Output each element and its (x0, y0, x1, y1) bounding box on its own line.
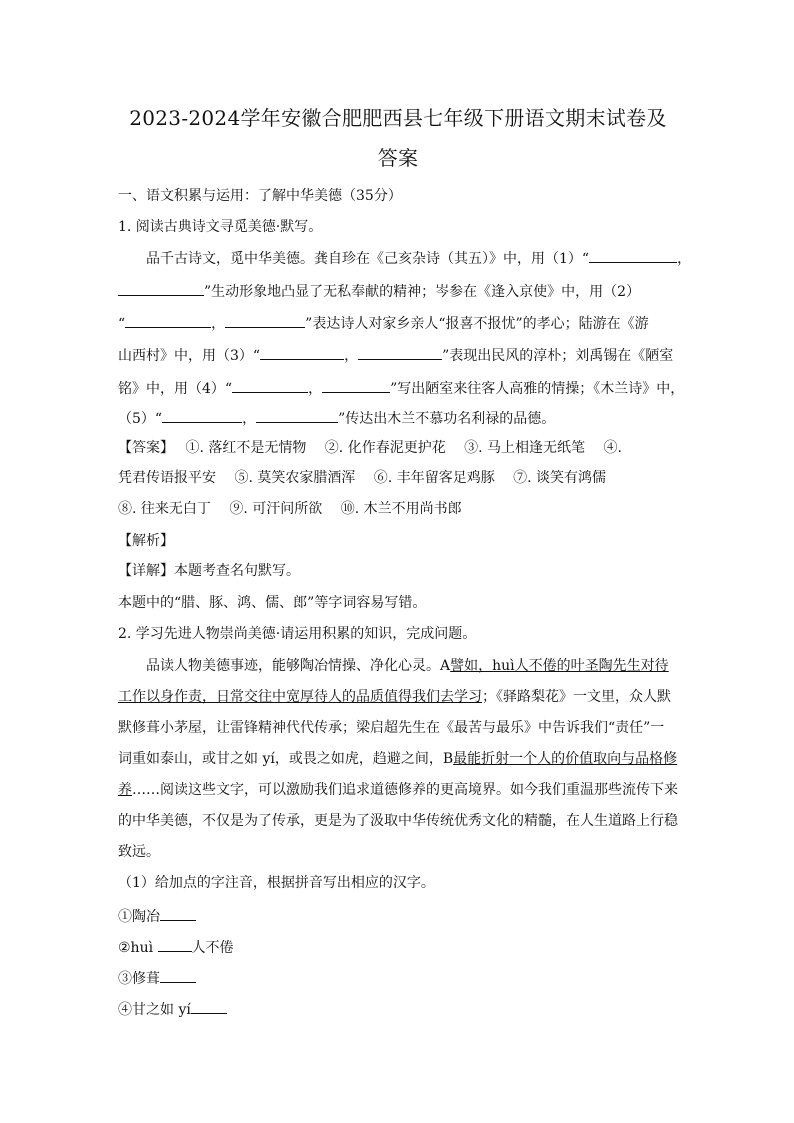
text-span: ”生动形象地凸显了无私奉献的精神；岑参在《逢入京使》中，用（2） (204, 284, 641, 300)
q1-paragraph-line3 (118, 312, 649, 334)
q2-item1 (118, 905, 196, 927)
text-span: ”传达出木兰不慕功名利禄的品德。 (338, 411, 556, 427)
underlined-sentence-a-cont: 工作以身作责，日常交往中宽厚待人的品质值得我们去学习 (118, 689, 482, 705)
text-span: ”表现出民风的淳朴；刘禹锡在《陋室 (442, 348, 674, 364)
fill-blank-4[interactable] (225, 312, 305, 328)
fill-blank-3[interactable] (125, 312, 211, 328)
text-span: “ (118, 316, 126, 332)
q2-paragraph-line2 (118, 687, 671, 707)
fill-blank-5[interactable] (260, 344, 344, 360)
q1-analysis-label: 【解析】 (118, 533, 174, 549)
text-span: ， (211, 316, 226, 332)
text-span: ④甘之如 yí (118, 1002, 191, 1018)
fill-blank-2[interactable] (118, 280, 204, 296)
q2-sub1: （1）给加点的字注音，根据拼音写出相应的汉字。 (118, 875, 435, 891)
text-span: ， (677, 251, 692, 267)
q2-paragraph-line7: 致远。 (118, 844, 160, 860)
underlined-sentence-b: 最能折射一个人的价值取向与品格修 (453, 751, 678, 767)
text-span: 品千古诗文，觅中华美德。龚自珍在《己亥杂诗（其五）》中，用（1）“ (146, 251, 590, 267)
text-span: ……阅读这些文字，可以激励我们追求道德修养的更高境界。如今我们重温那些流传下来 (132, 782, 678, 798)
fill-blank-7[interactable] (232, 377, 308, 393)
text-span: 人不倦 (191, 940, 234, 956)
answer-blank-4[interactable] (191, 998, 227, 1014)
answer-blank-2[interactable] (158, 936, 192, 952)
section-heading: 一、语文积累与运用：了解中华美德（35分） (118, 188, 402, 204)
q2-paragraph-line3: 默修葺小茅屋，让雷锋精神代代传承；梁启超先生在《最苦与最乐》中告诉我们“责任”一 (118, 720, 665, 736)
underlined-sentence-a: 譬如，huì人不倦的叶圣陶先生对待 (450, 658, 669, 674)
fill-blank-8[interactable] (322, 377, 390, 393)
q2-paragraph-line1 (146, 656, 669, 676)
q1-paragraph-line5 (118, 377, 684, 399)
q1-paragraph-line6 (118, 407, 555, 429)
q1-heading: 1. 阅读古典诗文寻觅美德·默写。 (118, 219, 323, 235)
q1-paragraph-line4 (118, 344, 673, 366)
fill-blank-1[interactable] (589, 247, 677, 263)
fill-blank-9[interactable] (162, 407, 242, 423)
q2-item2 (118, 936, 234, 958)
fill-blank-6[interactable] (358, 344, 442, 360)
text-span: （5）“ (118, 411, 163, 427)
text-span: ③修葺 (118, 971, 160, 987)
text-span: ②huì (118, 940, 158, 956)
q2-item4 (118, 998, 227, 1020)
q1-answer-line2: 凭君传语报平安 ⑤. 莫笑农家腊酒浑 ⑥. 丰年留客足鸡豚 ⑦. 谈笑有鸿儒 (118, 470, 607, 486)
q1-detail2: 本题中的“腊、豚、鸿、儒、郎”等字词容易写错。 (118, 595, 427, 611)
answer-blank-1[interactable] (160, 905, 196, 921)
text-span: ”写出陋室来往客人高雅的情操；《木兰诗》中， (390, 381, 685, 397)
q1-detail: 【详解】本题考查名句默写。 (118, 563, 300, 579)
document-title-line1: 2023-2024学年安徽合肥肥西县七年级下册语文期末试卷及 (129, 106, 667, 130)
q1-paragraph-line1 (146, 247, 691, 269)
underlined-sentence-b-cont: 养 (118, 782, 132, 798)
text-span: 词重如泰山，或甘之如 yí，或畏之如虎，趋避之间，B (118, 751, 454, 767)
q2-paragraph-line5 (118, 780, 678, 800)
q2-paragraph-line4 (118, 749, 677, 769)
q1-answer-line3: ⑧. 往来无白丁 ⑨. 可汗问所欲 ⑩. 木兰不用尚书郎 (118, 501, 462, 517)
text-span: ， (308, 381, 323, 397)
text-span: ①陶冶 (118, 909, 160, 925)
q2-item3 (118, 967, 196, 989)
text-span: 铭》中，用（4）“ (118, 381, 233, 397)
q2-heading: 2. 学习先进人物崇尚美德·请运用积累的知识，完成问题。 (118, 626, 477, 642)
text-span: ”表达诗人对家乡亲人“报喜不报忧”的孝心；陆游在《游 (305, 316, 649, 332)
fill-blank-10[interactable] (256, 407, 338, 423)
q2-paragraph-line6: 的中华美德，不仅是为了传承，更是为了汲取中华传统优秀文化的精髓，在人生道路上行稳 (118, 813, 678, 829)
document-title-line2: 答案 (377, 146, 419, 170)
q1-answer-line1: 【答案】 ①. 落红不是无情物 ②. 化作春泥更护花 ③. 马上相逢无纸笔 ④. (118, 440, 622, 456)
q1-paragraph-line2 (118, 280, 640, 302)
text-span: ， (242, 411, 257, 427)
text-span: ；《驿路梨花》一文里，众人默 (482, 689, 671, 705)
answer-blank-3[interactable] (160, 967, 196, 983)
text-span: 品读人物美德事迹，能够陶冶情操、净化心灵。A (146, 658, 451, 674)
text-span: ， (344, 348, 359, 364)
text-span: 山西村》中，用（3）“ (118, 348, 261, 364)
